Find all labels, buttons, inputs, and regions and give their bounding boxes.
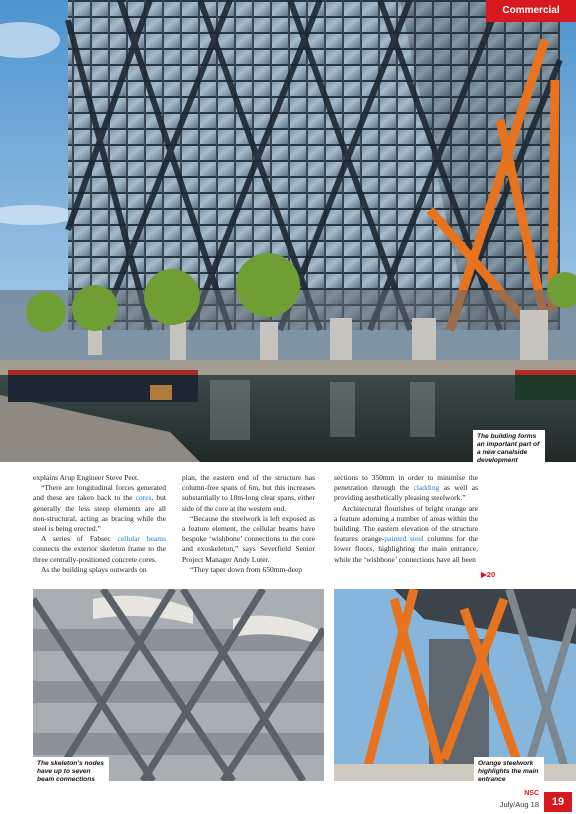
paragraph: A series of Fabsec cellular beams connects the exterior skeleton frame to the three centrally-positioned concrete cores. (33, 534, 166, 564)
photo-right-caption: Orange steelwork highlights the main entrance (474, 757, 544, 787)
photo-steel-nodes (33, 589, 324, 781)
photo-orange-steelwork (334, 589, 576, 781)
paragraph: plan, the eastern end of the structure has column-free spans of 6m, but this increases substantially to 18m-long clear spans, either side of the core at the western end. (182, 473, 315, 513)
link-cladding[interactable]: cladding (413, 483, 440, 493)
footer-date: July/Aug 18 (499, 800, 539, 809)
text-column-1 (33, 473, 166, 575)
paragraph: As the building splays outwards on (41, 564, 147, 574)
section-tag: Commercial (486, 0, 576, 22)
paragraph: explains Arup Engineer Steve Peet. (33, 473, 140, 482)
hero-caption: The building forms an important part of a new canalside development (473, 430, 545, 468)
orange-steelwork-illustration (334, 589, 576, 781)
page-number: 19 (544, 792, 572, 812)
paragraph: “They taper down from 650mm-deep (190, 564, 303, 574)
steel-nodes-illustration (33, 589, 324, 781)
paragraph: Architectural flourishes of bright orange are a feature adorning a number of areas within the building. The eastern elevation of the structure features orange-painted steel columns for the lower floors, highlighting the main entrance, while the ‘wishbone’ connections have all been (334, 503, 478, 564)
paragraph: sections to 350mm in order to minimise the penetration through the cladding as well as providing aesthetically pleasing steelwork.” (334, 473, 478, 503)
footer-brand: NSC (524, 790, 539, 797)
link-cores[interactable]: cores (135, 493, 152, 503)
text-column-3 (334, 473, 478, 565)
paragraph: “Because the steelwork is left exposed as a feature element, the cellular beams have bespoke ‘wishbone’ connections to the core and exoskeleton,” says Severfield Senior Project Manager Andy Luter. (182, 513, 315, 564)
link-painted-steel[interactable]: painted steel (384, 534, 424, 544)
photo-left-caption: The skeleton’s nodes have up to seven beam connections (33, 757, 109, 787)
paragraph: “There are longitudinal forces generated and these are taken back to the cores, but generally the less steep elements are all non-structural, acting as bracing while the steel is being erected.” (33, 483, 166, 534)
text-column-2 (182, 473, 315, 575)
continued-marker[interactable]: ▶20 (481, 570, 496, 579)
link-cellular-beams[interactable]: cellular beams (117, 534, 166, 544)
